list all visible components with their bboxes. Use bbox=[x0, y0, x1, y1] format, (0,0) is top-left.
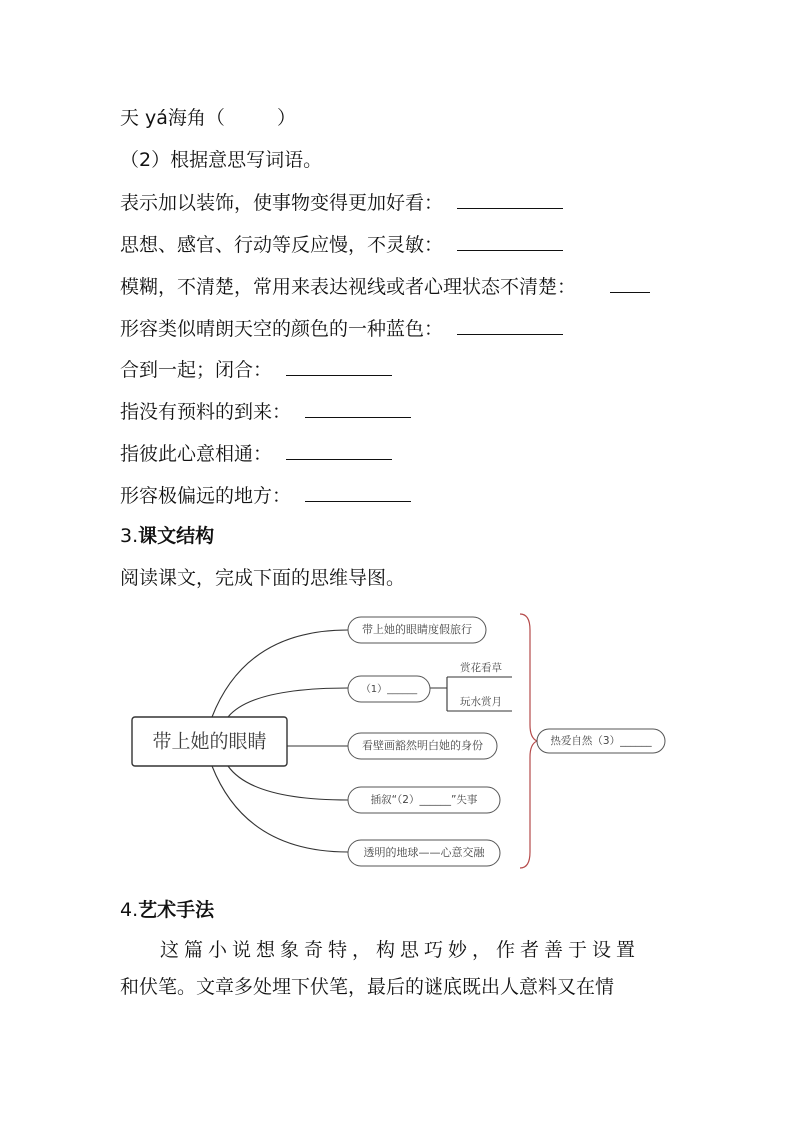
branch-label: （1）______ bbox=[360, 684, 418, 695]
branch-node[interactable] bbox=[348, 840, 500, 866]
answer-blank[interactable] bbox=[286, 441, 392, 460]
q2-title: （2）根据意思写词语。 bbox=[120, 149, 323, 171]
branch-node[interactable] bbox=[348, 617, 486, 643]
definition-text: 合到一起；闭合： bbox=[120, 359, 273, 381]
connector-branch-4 bbox=[228, 766, 348, 800]
definition-item bbox=[120, 441, 392, 466]
answer-blank[interactable] bbox=[457, 316, 563, 335]
definition-item bbox=[120, 190, 563, 215]
paragraph-line: 和伏笔。文章多处埋下伏笔，最后的谜底既出人意料又在情 bbox=[120, 976, 615, 998]
definition-item bbox=[120, 274, 650, 299]
definition-item bbox=[120, 357, 392, 382]
paragraph-line: 这篇小说想象奇特，构思巧妙，作者善于设置 bbox=[160, 939, 641, 961]
answer-blank[interactable] bbox=[286, 357, 392, 376]
answer-blank[interactable] bbox=[305, 399, 411, 418]
section3-heading bbox=[120, 524, 214, 548]
mind-map bbox=[0, 600, 794, 890]
central-node[interactable] bbox=[132, 717, 287, 766]
branch-label: 看壁画豁然明白她的身份 bbox=[362, 739, 483, 752]
definition-text: 形容极偏远的地方： bbox=[120, 485, 292, 507]
branch-node[interactable] bbox=[348, 787, 500, 813]
definition-item bbox=[120, 399, 411, 424]
answer-blank[interactable] bbox=[457, 232, 563, 251]
section4-paragraph bbox=[120, 932, 674, 1006]
vocab-suffix: ） bbox=[276, 107, 296, 129]
branch-label: 插叙“（2）______”失事 bbox=[370, 794, 478, 806]
sub-branch-label: 玩水赏月 bbox=[460, 696, 502, 708]
branch-label: 透明的地球——心意交融 bbox=[363, 846, 485, 859]
summary-node[interactable] bbox=[537, 729, 665, 753]
definition-text: 思想、感官、行动等反应慢，不灵敏： bbox=[120, 234, 444, 256]
vocab-line bbox=[120, 106, 296, 130]
vocab-prefix: 天 yá海角（ bbox=[120, 107, 225, 129]
central-node-label: 带上她的眼睛 bbox=[152, 730, 267, 753]
answer-blank[interactable] bbox=[610, 274, 650, 293]
section3-instruction: 阅读课文，完成下面的思维导图。 bbox=[120, 567, 406, 589]
section4-heading bbox=[120, 898, 214, 922]
definition-item bbox=[120, 483, 411, 508]
answer-blank[interactable] bbox=[305, 483, 411, 502]
definition-text: 模糊，不清楚，常用来表达视线或者心理状态不清楚： bbox=[120, 276, 577, 298]
sub-branch-label: 赏花看草 bbox=[460, 662, 502, 674]
branch-node[interactable] bbox=[348, 733, 497, 759]
summary-brace bbox=[520, 614, 537, 868]
definition-item bbox=[120, 232, 563, 257]
section-title: 课文结构 bbox=[138, 525, 215, 547]
definition-text: 指没有预料的到来： bbox=[120, 401, 292, 423]
section-number: 4. bbox=[120, 899, 139, 921]
branch-label: 带上她的眼睛度假旅行 bbox=[362, 623, 472, 636]
definition-text: 指彼此心意相通： bbox=[120, 443, 273, 465]
definition-text: 形容类似晴朗天空的颜色的一种蓝色： bbox=[120, 318, 444, 340]
connector-branch-1 bbox=[212, 630, 348, 717]
section-number: 3. bbox=[120, 525, 139, 547]
definition-text: 表示加以装饰，使事物变得更加好看： bbox=[120, 192, 444, 214]
connector-branch-5 bbox=[212, 766, 348, 852]
answer-blank[interactable] bbox=[457, 190, 563, 209]
summary-label: 热爱自然（3）______ bbox=[550, 735, 652, 747]
definition-item bbox=[120, 316, 563, 341]
section-title: 艺术手法 bbox=[138, 899, 215, 921]
connector-branch-2 bbox=[228, 688, 348, 717]
branch-node[interactable] bbox=[348, 676, 430, 702]
